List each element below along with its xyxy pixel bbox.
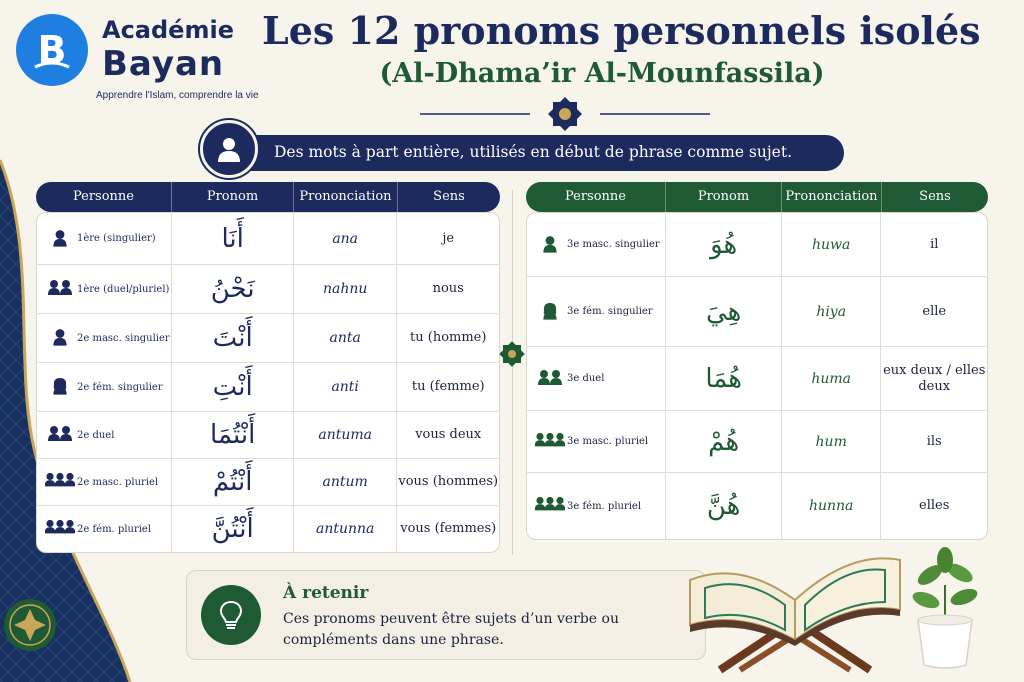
person-cell (37, 363, 172, 411)
pronunciation-cell (782, 473, 882, 539)
person-icon (533, 369, 567, 389)
table-row (527, 277, 987, 347)
header-personne: Personne (526, 182, 666, 212)
arabic-pronoun-cell (172, 506, 293, 552)
page-title: Les 12 pronoms personnels isolés (262, 8, 981, 53)
person-cell (37, 459, 172, 505)
table-row (37, 459, 499, 506)
meaning-text: elle (922, 303, 947, 319)
pronunciation-text: huma (811, 370, 852, 387)
arabic-pronoun-text: هُمَا (705, 363, 742, 394)
header-prononciation: Prononciation (294, 182, 398, 212)
column-divider (512, 190, 513, 555)
arabic-pronoun-text: أَنْتِ (212, 372, 253, 402)
pronunciation-text: nahnu (322, 281, 368, 297)
person-text: 2e masc. singulier (77, 332, 170, 344)
table-row (37, 213, 499, 265)
arabic-pronoun-text: هُوَ (710, 229, 738, 260)
person-cell (527, 347, 666, 410)
person-text: 2e fém. pluriel (77, 523, 152, 535)
pronunciation-cell (294, 363, 398, 411)
person-text: 3e duel (567, 373, 605, 384)
arabic-pronoun-cell (666, 473, 782, 539)
left-pronoun-table (36, 182, 500, 556)
person-icon (43, 229, 77, 249)
arabic-pronoun-cell (666, 411, 782, 472)
meaning-text: nous (432, 281, 464, 297)
right-table-body (526, 212, 988, 540)
pronunciation-cell (294, 506, 398, 552)
person-cell (527, 277, 666, 346)
person-icon (43, 425, 77, 445)
pronunciation-cell (294, 412, 398, 458)
pronunciation-text: antunna (315, 521, 375, 537)
open-book-icon (680, 540, 910, 680)
pronunciation-cell (782, 347, 882, 410)
meaning-text: ils (926, 433, 942, 449)
pronunciation-cell (294, 265, 398, 313)
arabic-pronoun-text: هِيَ (705, 296, 742, 327)
person-icon (533, 496, 567, 516)
person-icon (43, 519, 77, 539)
table-row (527, 473, 987, 539)
meaning-cell (397, 265, 499, 313)
header-prononciation: Prononciation (782, 182, 882, 212)
pronunciation-cell (782, 411, 882, 472)
pronunciation-cell (294, 314, 398, 362)
table-row (37, 506, 499, 552)
logo-badge (16, 14, 88, 86)
pronunciation-cell (782, 213, 882, 276)
person-cell (527, 473, 666, 539)
title-divider (420, 96, 710, 132)
male-person-icon (535, 235, 565, 255)
pronunciation-text: hunna (808, 498, 854, 514)
meaning-text: il (930, 236, 939, 252)
person-icon (533, 235, 567, 255)
table-row (37, 412, 499, 459)
arabic-pronoun-cell (172, 412, 293, 458)
person-cell (37, 213, 172, 264)
left-table-header (36, 182, 500, 212)
arabic-pronoun-text: نَحْنُ (210, 274, 255, 304)
person-icon (533, 302, 567, 322)
pronunciation-text: anti (331, 379, 359, 395)
star-ornament-icon (548, 97, 582, 131)
table-row (37, 314, 499, 363)
meaning-text: elles (919, 498, 950, 514)
female-person-icon (535, 302, 565, 322)
header-personne: Personne (36, 182, 172, 212)
left-table-body (36, 212, 500, 553)
meaning-cell (397, 363, 499, 411)
arabic-pronoun-cell (172, 265, 293, 313)
page-subtitle: (Al-Dhama’ir Al-Mounfassila) (379, 58, 825, 89)
meaning-text: vous (femmes) (400, 521, 497, 537)
table-row (527, 213, 987, 277)
logo (16, 10, 259, 106)
table-row (527, 347, 987, 411)
logo-line1: Académie (102, 16, 234, 44)
meaning-text: vous deux (415, 427, 482, 443)
arabic-pronoun-text: هُمْ (708, 426, 740, 457)
header-pronom: Pronom (666, 182, 782, 212)
arabic-pronoun-cell (172, 363, 293, 411)
double-person-icon (535, 369, 565, 389)
meaning-text: tu (femme) (411, 379, 485, 395)
banner-text: Des mots à part entière, utilisés en début de phrase comme sujet. (274, 143, 793, 161)
arabic-pronoun-text: هُنَّ (706, 491, 741, 521)
arabic-pronoun-text: أَنْتُمَا (210, 420, 256, 450)
table-row (37, 363, 499, 412)
person-icon (43, 472, 77, 492)
double-person-icon (45, 425, 75, 445)
male-person-icon (45, 328, 75, 348)
person-icon (43, 377, 77, 397)
pronunciation-cell (782, 277, 882, 346)
ornament-star (4, 599, 56, 651)
person-cell (527, 411, 666, 472)
person-icon (533, 432, 567, 452)
arabic-pronoun-cell (172, 314, 293, 362)
person-cell (37, 265, 172, 313)
pronunciation-text: hiya (816, 303, 847, 320)
meaning-text: tu (homme) (410, 330, 487, 346)
plant-icon (900, 545, 990, 670)
meaning-cell (397, 314, 499, 362)
person-cell (527, 213, 666, 276)
meaning-text: je (442, 230, 455, 246)
lightbulb-icon (201, 585, 261, 645)
pronunciation-cell (294, 459, 398, 505)
logo-line2: Bayan (102, 44, 225, 84)
single-person-icon (45, 229, 75, 249)
person-text: 3e masc. pluriel (567, 436, 649, 447)
meaning-cell (881, 473, 987, 539)
table-row (527, 411, 987, 473)
logo-letter: B (37, 28, 67, 72)
person-icon (43, 328, 77, 348)
meaning-text: vous (hommes) (398, 474, 499, 490)
table-row (37, 265, 499, 314)
meaning-cell (881, 411, 987, 472)
center-star-icon (498, 340, 526, 368)
header-pronom: Pronom (172, 182, 294, 212)
pronunciation-text: antuma (318, 427, 372, 443)
meaning-text: eux deux / elles deux (883, 362, 986, 394)
arabic-pronoun-text: أَنَا (221, 223, 244, 254)
person-text: 2e masc. pluriel (77, 476, 159, 488)
meaning-cell (881, 213, 987, 276)
person-icon (43, 279, 77, 299)
pronunciation-text: anta (329, 330, 361, 346)
retenir-box (186, 570, 706, 660)
person-text: 1ère (singulier) (77, 233, 156, 244)
pronunciation-text: hum (815, 433, 847, 450)
arabic-pronoun-cell (172, 459, 293, 505)
arabic-pronoun-text: أَنْتَ (212, 323, 253, 353)
person-cell (37, 412, 172, 458)
person-cell (37, 314, 172, 362)
logo-tagline: Apprendre l'Islam, comprendre la vie (96, 90, 259, 101)
triple-person-icon (45, 472, 75, 492)
arabic-pronoun-cell (666, 347, 782, 410)
triple-person-icon (535, 432, 565, 452)
meaning-cell (397, 506, 499, 552)
retenir-text: Ces pronoms peuvent être sujets d’un verbe ou compléments dans une phrase. (283, 611, 619, 648)
person-text: 2e duel (77, 429, 115, 441)
person-text: 3e fém. singulier (567, 306, 653, 317)
triple-person-icon (535, 496, 565, 516)
person-text: 2e fém. singulier (77, 381, 163, 393)
arabic-pronoun-text: أَنْتُمْ (212, 467, 253, 497)
right-table-header (526, 182, 988, 212)
meaning-cell (397, 459, 499, 505)
book-logo-icon (27, 25, 77, 75)
person-text: 3e masc. singulier (567, 239, 660, 250)
arabic-pronoun-cell (666, 213, 782, 276)
pronunciation-text: antum (322, 474, 368, 490)
meaning-cell (397, 213, 499, 264)
header-sens: Sens (433, 189, 465, 204)
pronunciation-text: huwa (812, 236, 851, 253)
right-pronoun-table (526, 182, 988, 542)
pronunciation-cell (294, 213, 398, 264)
retenir-title: À retenir (283, 583, 369, 603)
meaning-cell (881, 347, 987, 410)
meaning-cell (881, 277, 987, 346)
header-sens: Sens (919, 189, 951, 204)
person-cell (37, 506, 172, 552)
double-person-icon (45, 279, 75, 299)
pronunciation-text: ana (332, 230, 359, 247)
arabic-pronoun-text: أَنْتُنَّ (211, 514, 254, 544)
triple-person-icon (45, 519, 75, 539)
female-person-icon (45, 377, 75, 397)
person-banner-icon (200, 120, 258, 178)
person-text: 1ère (duel/pluriel) (77, 283, 170, 295)
arabic-pronoun-cell (172, 213, 293, 264)
meaning-cell (397, 412, 499, 458)
arabic-pronoun-cell (666, 277, 782, 346)
person-text: 3e fém. pluriel (567, 500, 642, 512)
